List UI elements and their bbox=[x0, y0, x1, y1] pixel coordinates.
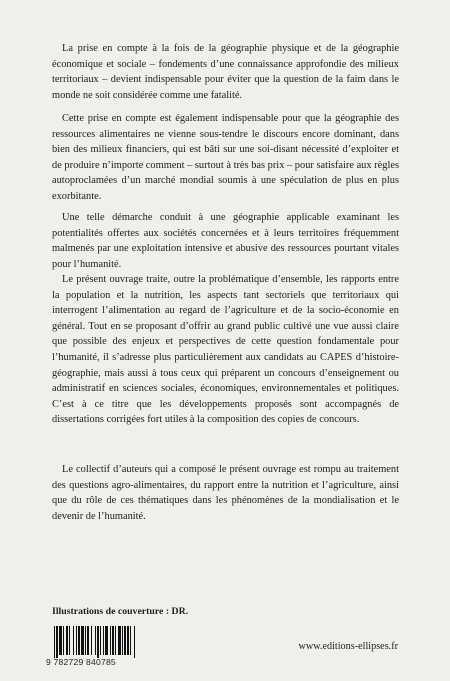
isbn-number: 9 782729 840785 bbox=[46, 657, 116, 667]
paragraph-geography: La prise en compte à la fois de la géographie physique et de la géographie économique et sociale – fondements d’une connaissance approfondie des milieux territoriaux – devient indispensable pour éviter que la question de la faim dans le monde ne soit considérée comme une fatalité. bbox=[52, 43, 399, 101]
cover-illustration-credit: Illustrations de couverture : DR. bbox=[52, 606, 189, 617]
paragraph-authors: Le collectif d’auteurs qui a composé le présent ouvrage est rompu au traitement des questions agro-alimentaires, du rapport entre la nutrition et l’agriculture, ainsi que du rôle de ces thématiques dans les phénomènes de la mondialisation et le devenir de l’humanité. bbox=[52, 464, 399, 522]
paragraph-applied-geography: Une telle démarche conduit à une géographie applicable examinant les potentialités offertes aux sociétés concernées et à leurs territoires fréquemment malmenés par une exploitation intensive et abusive des ressources pourtant vitales pour l’humanité. bbox=[52, 212, 399, 270]
paragraph-book-content: Le présent ouvrage traite, outre la problématique d’ensemble, les rapports entre la population et la nutrition, les aspects tant sectoriels que territoriaux qui interrogent l’alimentation au regard de l’agriculture et de la socio-économie en général. Tout en se proposant d’offrir au grand public cultivé une vue aussi claire que possible des enjeux et perspectives de cette question fondamentale pour l’humanité, il s’adresse plus particulièrement aux candidats au CAPES d’histoire-géographie, mais aussi à tous ceux qui préparent un concours d’enseignement ou administratif en sciences sociales, économiques, environnementales et politiques. C’est à ce titre que les développements proposés sont accompagnés de dissertations corrigées fort utiles à la composition des copies de concours. bbox=[52, 274, 399, 426]
barcode-bars bbox=[46, 626, 176, 658]
paragraph-food-resources: Cette prise en compte est également indispensable pour que la géographie des ressources alimentaires ne vienne sous-tendre le discours encore dominant, dans bien des milieux financiers, qui est bâti sur une soi-disant nécessité d’exploiter et de produire n’importe comment – surtout à très bas prix – pour satisfaire aux règles autoproclamées d’un marché mondial soumis à une spéculation de plus en plus exorbitante. bbox=[52, 113, 399, 202]
isbn-barcode bbox=[46, 626, 176, 674]
publisher-website: www.editions-ellipses.fr bbox=[298, 641, 398, 652]
